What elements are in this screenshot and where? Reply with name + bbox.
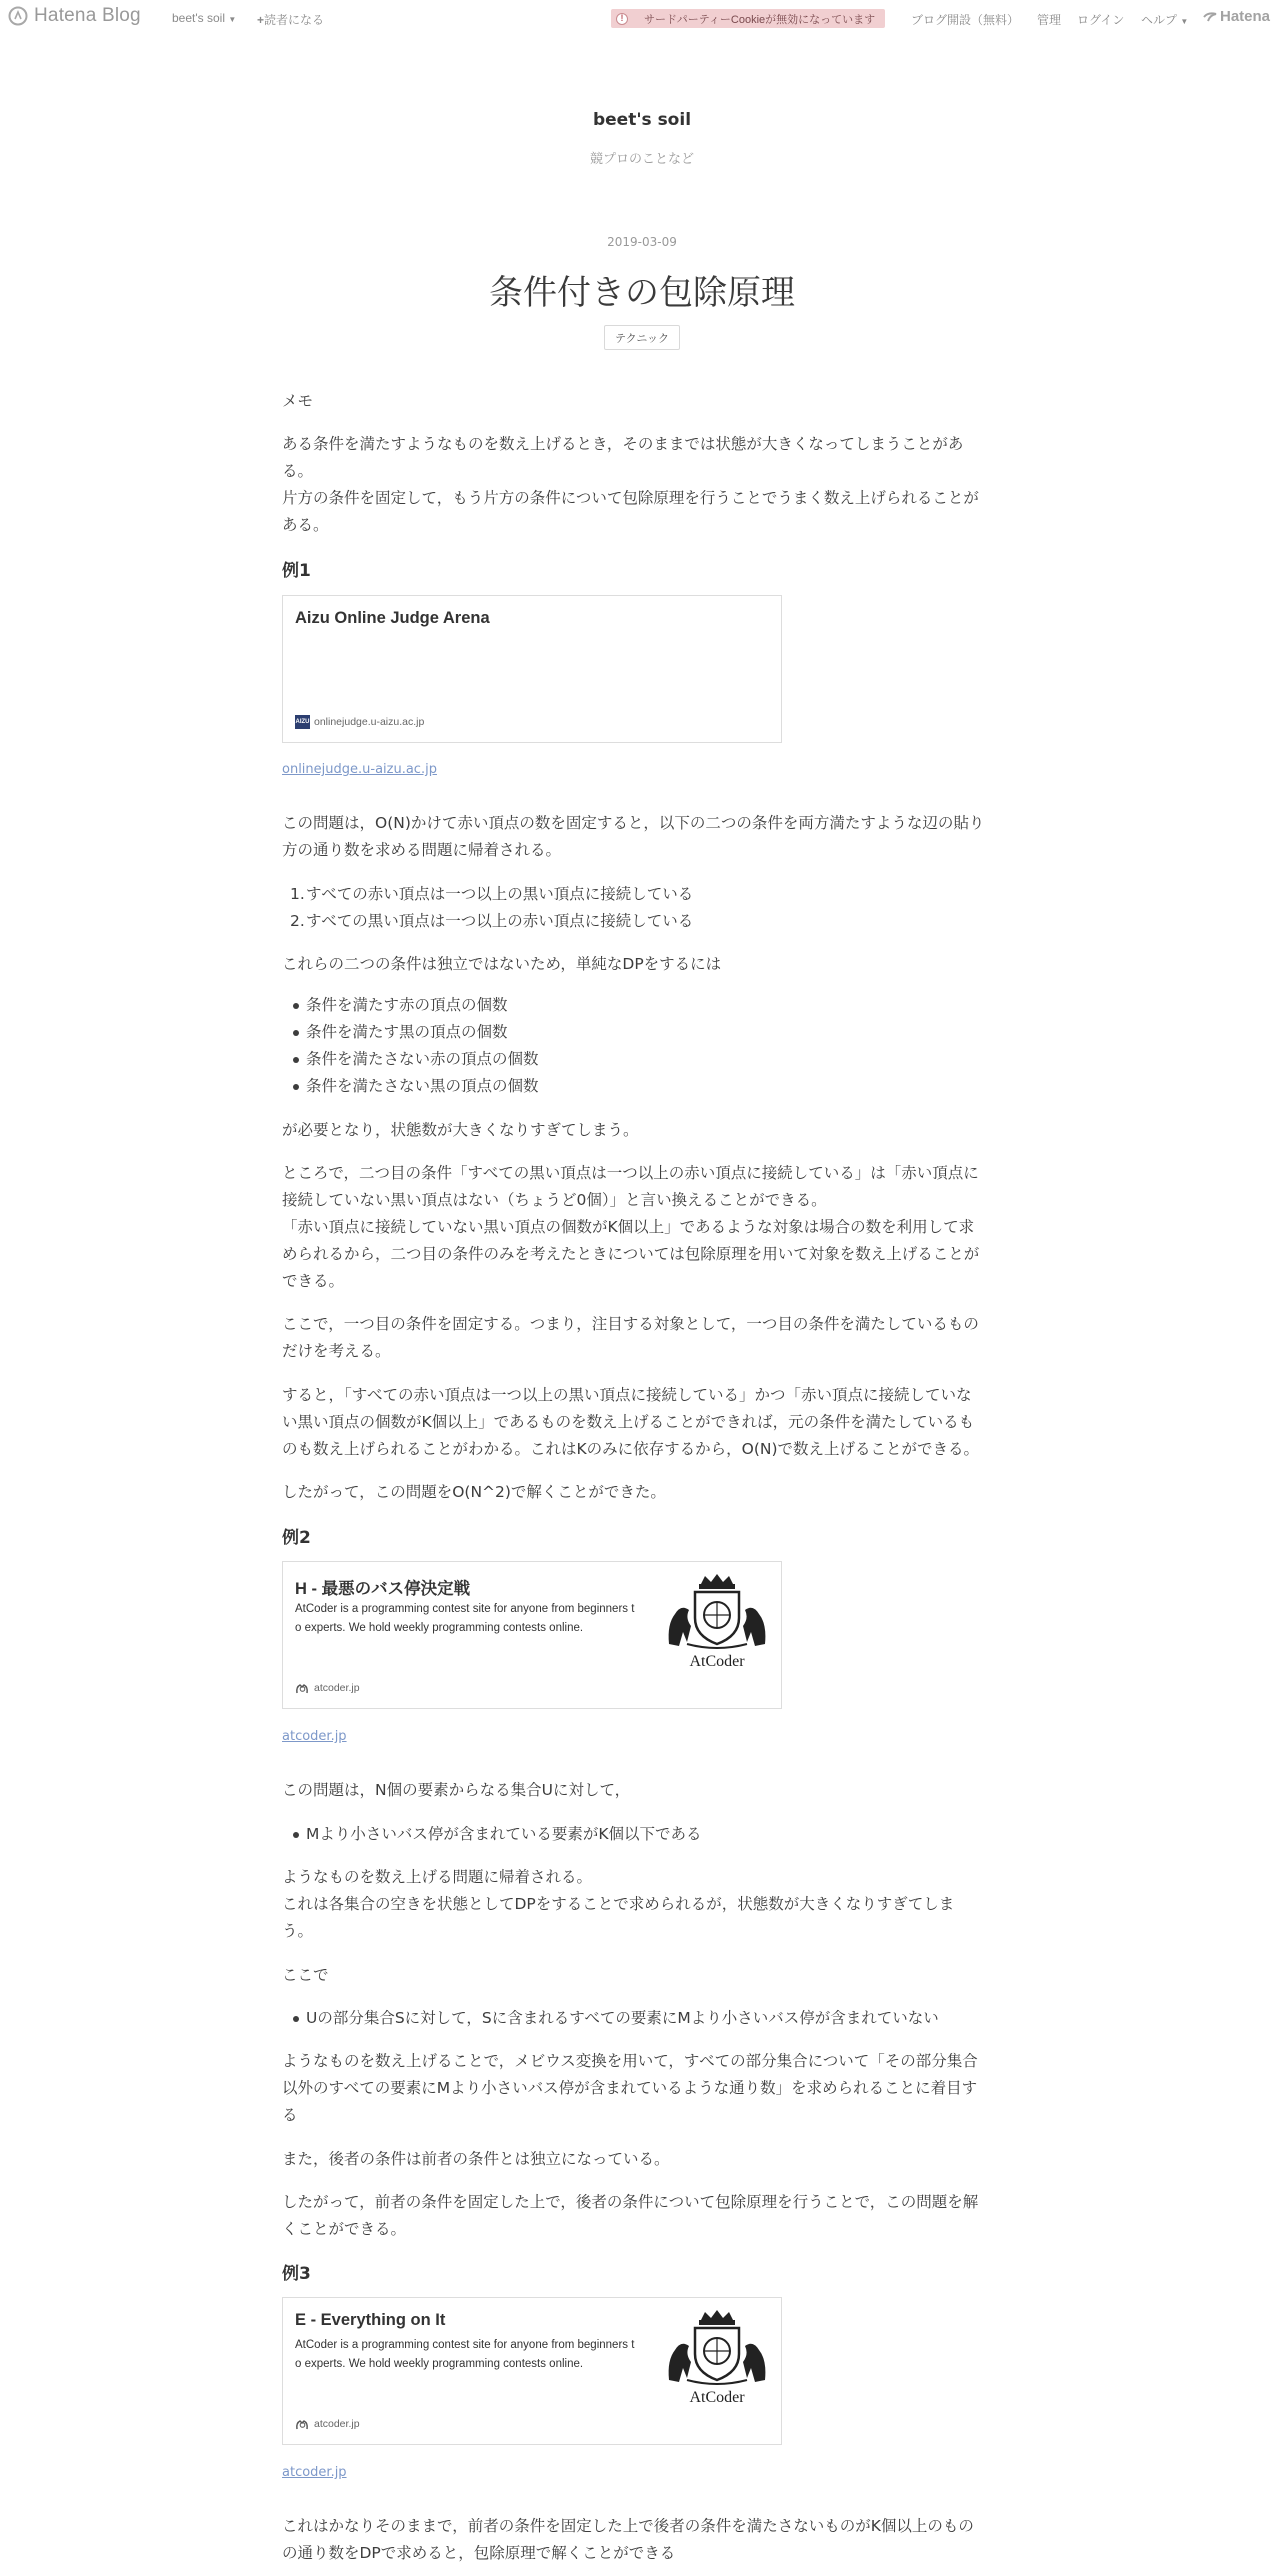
bullet-icon xyxy=(293,1832,299,1838)
hatena-blog-logo-icon xyxy=(8,6,28,26)
global-header xyxy=(0,0,1284,36)
list-item: Uの部分集合Sに対して，Sに含まれるすべての要素にMより小さいバス停が含まれていない xyxy=(306,2009,939,2027)
entry-date[interactable]: 2019-03-09 xyxy=(607,235,677,249)
blog-description: 競プロのことなど xyxy=(589,152,694,167)
list-item: 条件を満たす赤の頂点の個数 xyxy=(306,996,508,1014)
ex1-para-1-line-1: この問題は，O(N)かけて赤い頂点の数を固定すると，以下の二つの条件を両方満たすような辺の貼り xyxy=(282,814,985,832)
list-item: 条件を満たす黒の頂点の個数 xyxy=(306,1023,508,1041)
hatena-link[interactable] xyxy=(1203,8,1270,25)
ex2-para-6-line-2: くことができる。 xyxy=(282,2220,407,2238)
ex3-para-1-line-1: これはかなりそのままで，前者の条件を固定した上で後者の条件を満たさないものがK個以上のもの xyxy=(282,2517,974,2535)
ex1-para-5-line-2: だけを考える。 xyxy=(282,1342,391,1360)
ex2-para-4-line-1: ようなものを数え上げることで，メビウス変換を用いて，すべての部分集合について「その部分集合 xyxy=(282,2052,978,2070)
list-item: Mより小さいバス停が含まれている要素がK個以下である xyxy=(306,1825,702,1843)
ex2-para-2-line-2: これは各集合の空きを状態としてDPをすることで求められるが，状態数が大きくなりすぎてしま xyxy=(282,1895,955,1913)
ex2-para-3: ここで xyxy=(282,1966,329,1984)
subscribe-button[interactable] xyxy=(257,11,324,28)
subscribe-label: 読者になる xyxy=(264,13,325,27)
card-site-label: onlinejudge.u-aizu.ac.jp xyxy=(314,716,425,728)
list-item: 条件を満たさない黒の頂点の個数 xyxy=(306,1077,539,1095)
card-title[interactable]: H - 最悪のバス停決定戦 xyxy=(295,1580,471,1598)
embed-card-aoj[interactable] xyxy=(282,595,782,743)
atcoder-logo-text: AtCoder xyxy=(689,1653,745,1670)
card-description xyxy=(295,2336,660,2374)
caret-down-icon: ▼ xyxy=(1180,17,1189,26)
ex3-para-1-line-2: の通り数をDPで求めると，包除原理で解くことができる xyxy=(282,2544,676,2562)
cookie-notice[interactable] xyxy=(611,9,885,28)
bullet-icon xyxy=(293,2016,299,2022)
card-description-line: AtCoder is a programming contest site for anyone from beginners t xyxy=(295,2339,635,2351)
list-item: 条件を満たさない赤の頂点の個数 xyxy=(306,1050,539,1068)
ex1-para-3: が必要となり，状態数が大きくなりすぎてしまう。 xyxy=(282,1121,639,1139)
ex1-para-4-line-3: 「赤い頂点に接続していない黒い頂点の個数がK個以上」であるような対象は場合の数を利用して求 xyxy=(282,1218,975,1236)
help-label: ヘルプ xyxy=(1141,13,1178,27)
warning-icon: ! xyxy=(616,13,628,25)
ordered-list-number: 2. xyxy=(290,912,305,930)
ex1-para-4-line-5: できる。 xyxy=(282,1272,345,1290)
ordered-list-item: すべての赤い頂点は一つ以上の黒い頂点に接続している xyxy=(306,885,694,903)
card-description-line: o experts. We hold weekly programming contests online. xyxy=(295,2358,584,2370)
intro-line-3: 片方の条件を固定して，もう片方の条件について包除原理を行うことでうまく数え上げられることが xyxy=(282,489,979,507)
card-title[interactable]: E - Everything on It xyxy=(295,2311,446,2329)
card-description-line: AtCoder is a programming contest site for anyone from beginners t xyxy=(295,1603,635,1615)
ex1-para-5-line-1: ここで，一つ目の条件を固定する。つまり，注目する対象として，一つ目の条件を満たしているもの xyxy=(282,1315,979,1333)
example-3-heading: 例3 xyxy=(282,2264,311,2284)
ex1-para-1-line-2: 方の通り数を求める問題に帰着される。 xyxy=(282,841,562,859)
ex1-para-7: したがって，この問題をO(N^2)で解くことができた。 xyxy=(282,1483,666,1501)
embed-card-atcoder[interactable] xyxy=(282,2297,782,2445)
blog-menu[interactable] xyxy=(172,11,236,25)
example-1-heading: 例1 xyxy=(282,561,311,581)
ex1-para-6-line-1: すると，「すべての赤い頂点は一つ以上の黒い頂点に接続している」かつ「赤い頂点に接続していな xyxy=(282,1386,972,1404)
ex2-para-4-line-2: 以外のすべての要素にMより小さいバス停が含まれているような通り数」を求められることに着目す xyxy=(282,2079,978,2097)
ex2-para-6-line-1: したがって，前者の条件を固定した上で，後者の条件について包除原理を行うことで，この問題を解 xyxy=(282,2193,979,2211)
source-link[interactable]: atcoder.jp xyxy=(282,1729,347,1744)
atcoder-logo-icon xyxy=(661,1574,773,1670)
ex2-para-2-line-1: ようなものを数え上げる問題に帰着される。 xyxy=(282,1868,593,1886)
bullet-icon xyxy=(293,1030,299,1036)
card-site-label: atcoder.jp xyxy=(314,1682,360,1694)
ex2-para-1: この問題は，N個の要素からなる集合Uに対して， xyxy=(282,1781,631,1799)
ex1-para-4-line-1: ところで，二つ目の条件「すべての黒い頂点は一つ以上の赤い頂点に接続している」は「赤い頂点に xyxy=(282,1164,979,1182)
open-blog-link[interactable]: ブログ開設（無料） xyxy=(911,13,1020,27)
admin-link[interactable]: 管理 xyxy=(1037,13,1062,27)
card-description xyxy=(295,1600,660,1638)
bullet-icon xyxy=(293,1003,299,1009)
help-menu[interactable] xyxy=(1141,11,1188,28)
hatena-swoosh-icon xyxy=(1203,11,1217,23)
card-title[interactable]: Aizu Online Judge Arena xyxy=(295,609,490,627)
ex2-para-4-line-3: る xyxy=(282,2106,298,2124)
bullet-icon xyxy=(293,1057,299,1063)
intro-line-4: ある。 xyxy=(282,516,329,534)
plus-icon: + xyxy=(257,13,265,27)
card-site[interactable] xyxy=(295,2417,360,2431)
logo-text: Hatena Blog xyxy=(34,5,141,26)
ex2-para-2-line-3: う。 xyxy=(282,1922,314,1940)
ex1-para-4-line-4: められるから，二つ目の条件のみを考えたときについては包除原理を用いて対象を数え上げることが xyxy=(282,1245,980,1263)
card-site[interactable] xyxy=(295,715,424,729)
ordered-list-item: すべての黒い頂点は一つ以上の赤い頂点に接続している xyxy=(306,912,694,930)
memo-text: メモ xyxy=(282,392,314,410)
intro-line-2: る。 xyxy=(282,462,314,480)
caret-down-icon: ▼ xyxy=(228,15,237,24)
entry-title[interactable]: 条件付きの包除原理 xyxy=(489,273,795,313)
card-site-label: atcoder.jp xyxy=(314,2418,360,2430)
card-site[interactable] xyxy=(295,1681,360,1695)
login-link[interactable]: ログイン xyxy=(1077,13,1125,27)
aoj-favicon-icon: AIZU xyxy=(295,715,310,729)
atcoder-logo-icon xyxy=(661,2310,773,2406)
atcoder-favicon-icon xyxy=(295,1681,310,1695)
embed-card-atcoder[interactable] xyxy=(282,1561,782,1709)
source-link[interactable]: atcoder.jp xyxy=(282,2465,347,2480)
ordered-list-number: 1. xyxy=(290,885,305,903)
category-tag[interactable]: テクニック xyxy=(604,325,680,350)
card-description-line: o experts. We hold weekly programming contests online. xyxy=(295,1622,584,1634)
atcoder-logo-text: AtCoder xyxy=(689,2389,745,2406)
intro-line-1: ある条件を満たすようなものを数え上げるとき，そのままでは状態が大きくなってしまうことがあ xyxy=(282,435,964,453)
ex1-para-6-line-3: のも数え上げられることがわかる。これはKのみに依存するから，O(N)で数え上げることができる。 xyxy=(282,1440,980,1458)
atcoder-favicon-icon xyxy=(295,2417,310,2431)
ex1-para-4-line-2: 接続していない黒い頂点はない（ちょうど0個）」と言い換えることができる。 xyxy=(282,1191,827,1209)
blog-menu-label: beet's soil xyxy=(172,11,225,25)
source-link[interactable]: onlinejudge.u-aizu.ac.jp xyxy=(282,762,437,777)
hatena-text: Hatena xyxy=(1220,8,1271,25)
cookie-notice-text: サードパーティーCookieが無効になっています xyxy=(644,13,876,26)
bullet-icon xyxy=(293,1084,299,1090)
hatena-blog-logo[interactable] xyxy=(8,5,141,27)
blog-title[interactable]: beet's soil xyxy=(592,110,692,130)
example-2-heading: 例2 xyxy=(282,1528,311,1548)
ex1-para-2: これらの二つの条件は独立ではないため，単純なDPをするには xyxy=(282,955,722,973)
ex1-para-6-line-2: い黒い頂点の個数がK個以上」であるものを数え上げることができれば，元の条件を満たしているも xyxy=(282,1413,975,1431)
ex2-para-5: また，後者の条件は前者の条件とは独立になっている。 xyxy=(282,2150,670,2168)
